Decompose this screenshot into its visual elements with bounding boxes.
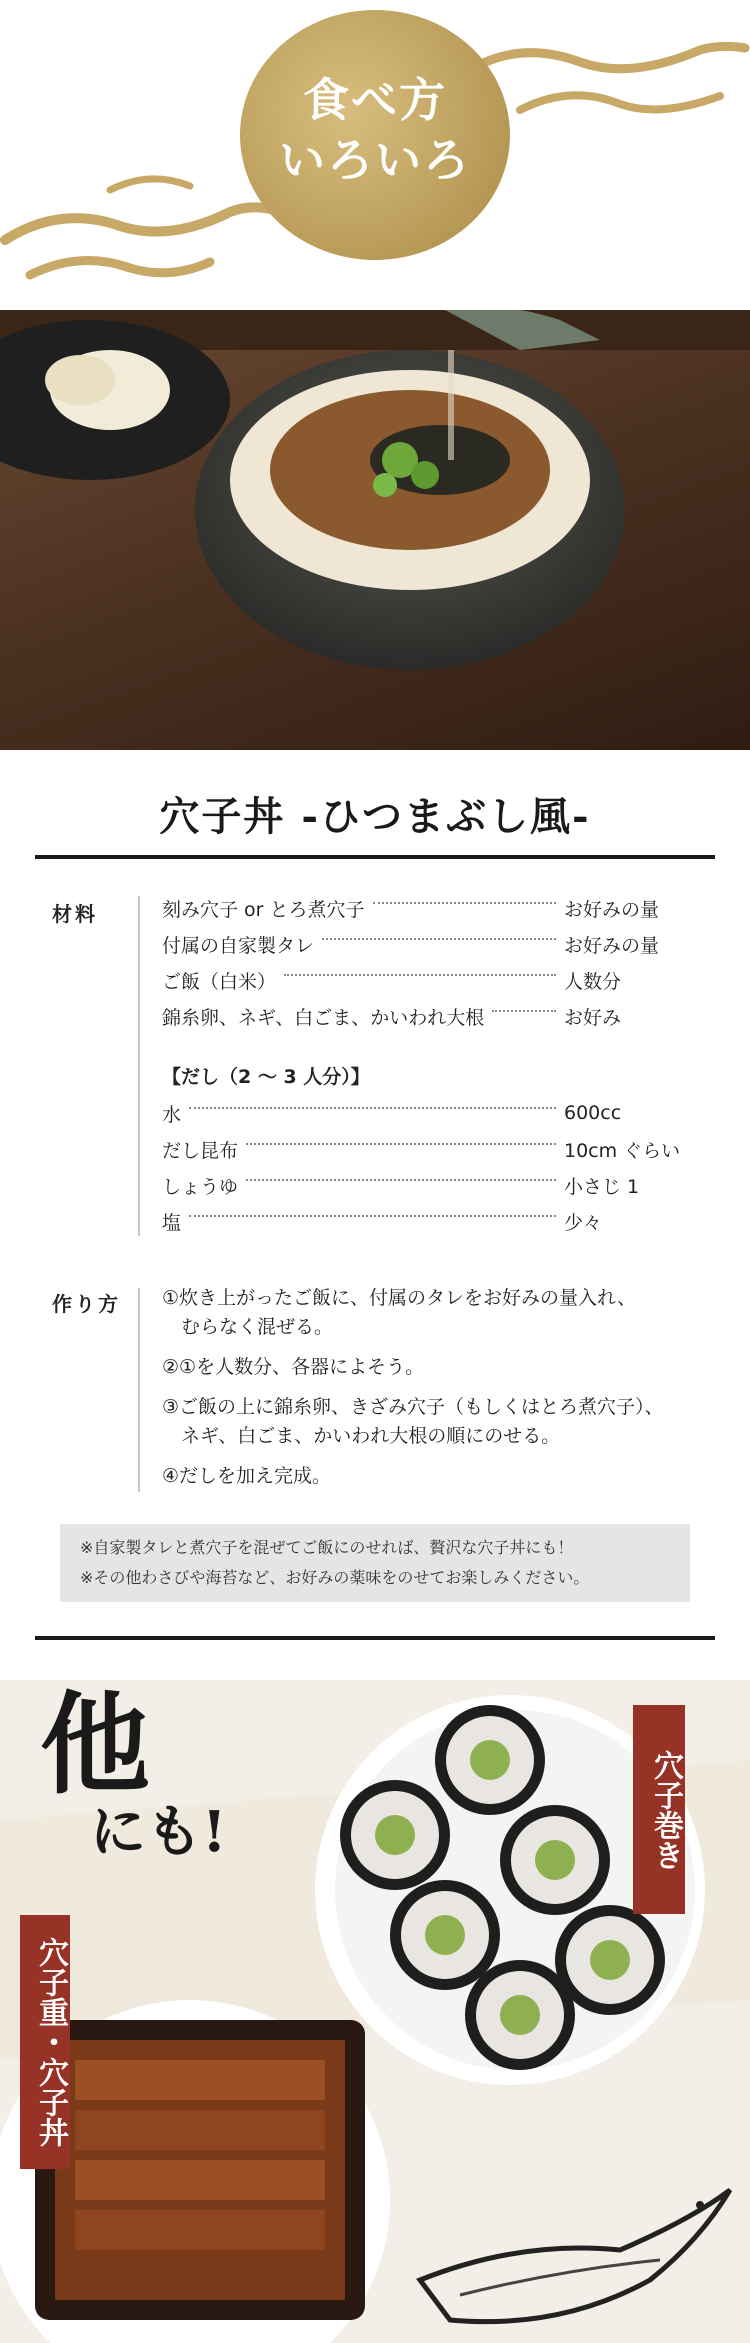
dashi-amount: 小さじ 1: [564, 1175, 640, 1198]
badge-line-1: 食べ方: [303, 73, 447, 127]
dotted-leader: [492, 1010, 556, 1012]
anago-don-photo: [0, 310, 750, 750]
dotted-leader: [246, 1179, 556, 1181]
step-line: ネギ、白ごま、かいわれ大根の順にのせる。: [162, 1425, 561, 1447]
label-anago-maki: 穴子巻き: [633, 1705, 685, 1914]
note-line: ※自家製タレと煮穴子を混ぜてご飯にのせれば、贅沢な穴子丼にも！: [80, 1538, 574, 1557]
note-line: ※その他わさびや海苔など、お好みの薬味をのせてお楽しみください。: [80, 1568, 590, 1587]
header-banner: [0, 0, 750, 310]
ingredient-amount: 人数分: [564, 970, 622, 993]
step-line: ②①を人数分、各器によそう。: [162, 1356, 425, 1378]
dashi-amount: 少々: [564, 1211, 603, 1234]
ingredient-amount: お好みの量: [564, 898, 660, 921]
recipe-title: 穴子丼 -ひつまぶし風-: [159, 793, 591, 840]
ingredient-name: 錦糸卵、ネギ、白ごま、かいわれ大根: [162, 1006, 485, 1029]
ingredient-amount: お好みの量: [564, 934, 660, 957]
method-label: 作り方: [52, 1292, 121, 1316]
section-rule: [35, 1636, 715, 1640]
hoka-nimo-title: [40, 1680, 227, 1865]
hoka-char: 他: [40, 1680, 150, 1809]
dashi-row: [162, 1170, 702, 1200]
ingredient-row: [162, 965, 702, 995]
dashi-name: しょうゆ: [162, 1175, 239, 1198]
ingredient-row: [162, 929, 702, 959]
title-rule: [35, 855, 715, 859]
method-divider: [138, 1288, 140, 1492]
badge-title: [240, 70, 510, 190]
dotted-leader: [246, 1143, 556, 1145]
ingredients-divider: [138, 896, 140, 1236]
dashi-name: 塩: [162, 1211, 182, 1234]
step-line: ①炊き上がったご飯に、付属のタレをお好みの量入れ、: [162, 1287, 637, 1309]
dashi-row: [162, 1098, 702, 1128]
nimo-text: にも!: [90, 1799, 227, 1865]
dotted-leader: [373, 902, 556, 904]
dashi-row: [162, 1206, 702, 1236]
dashi-name: だし昆布: [162, 1139, 239, 1162]
badge-line-2: いろいろ: [279, 133, 471, 187]
step-line: ③ご飯の上に錦糸卵、きざみ穴子（もしくはとろ煮穴子）、: [162, 1396, 664, 1418]
dotted-leader: [322, 938, 556, 940]
anago-don-illustration: [0, 310, 750, 750]
ingredient-amount: お好み: [564, 1006, 622, 1029]
ingredient-name: 刻み穴子 or とろ煮穴子: [162, 898, 365, 921]
ingredients-label: 材料: [52, 902, 98, 926]
dashi-amount: 600cc: [564, 1102, 622, 1124]
dashi-name: 水: [162, 1103, 182, 1126]
ingredient-name: 付属の自家製タレ: [162, 934, 315, 957]
dotted-leader: [189, 1215, 556, 1217]
label-anago-ju: 穴子重・穴子丼: [20, 1915, 70, 2169]
ingredient-name: ご飯（白米）: [162, 970, 277, 993]
dashi-amount: 10cm ぐらい: [564, 1139, 681, 1162]
dashi-row: [162, 1134, 702, 1164]
dotted-leader: [189, 1107, 556, 1109]
anago-fish-sketch: [420, 2190, 730, 2322]
ingredient-row: [162, 893, 702, 923]
dotted-leader: [284, 974, 556, 976]
step-line: むらなく混ぜる。: [162, 1316, 334, 1338]
dashi-heading: 【だし（2 〜 3 人分）】: [162, 1066, 370, 1088]
ingredient-row: [162, 1001, 702, 1031]
step-line: ④だしを加え完成。: [162, 1465, 332, 1487]
